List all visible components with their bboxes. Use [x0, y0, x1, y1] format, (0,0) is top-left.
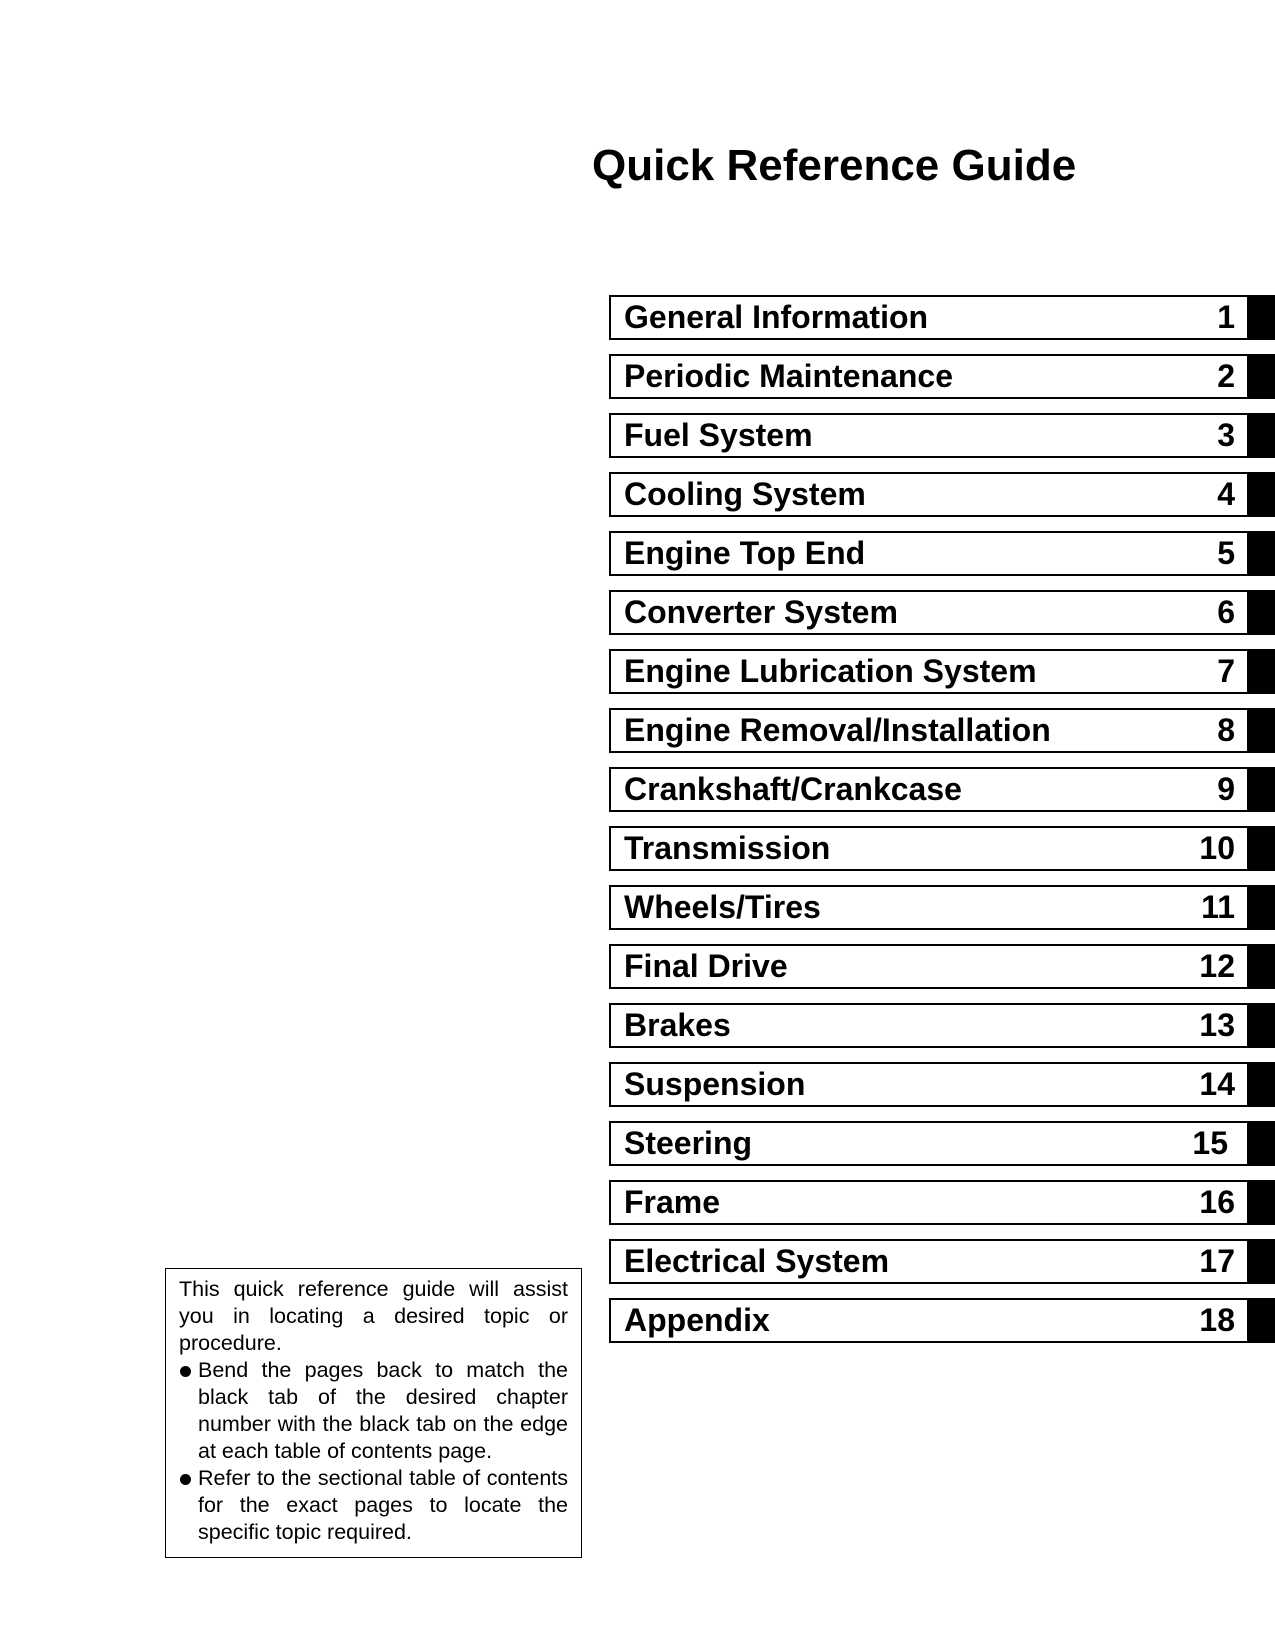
- chapter-tab-marker: [1249, 1298, 1275, 1343]
- chapter-entry[interactable]: [609, 885, 1275, 930]
- chapter-title: Engine Top End: [624, 535, 866, 571]
- chapter-entry[interactable]: [609, 944, 1275, 989]
- chapter-box: [609, 1180, 1249, 1225]
- chapter-tab-marker: [1249, 1062, 1275, 1107]
- usage-note-item: [179, 1465, 568, 1546]
- usage-note-text: Refer to the sectional table of contents for the exact pages to locate the specific topic required.: [198, 1466, 568, 1544]
- chapter-entry[interactable]: [609, 354, 1275, 399]
- chapter-number: 17: [1199, 1243, 1235, 1279]
- chapter-title: Engine Removal/Installation: [624, 712, 1051, 748]
- chapter-number: 3: [1217, 417, 1235, 453]
- chapter-tab-marker: [1249, 944, 1275, 989]
- usage-note-box: [165, 1268, 582, 1558]
- chapter-entry[interactable]: [609, 767, 1275, 812]
- usage-note-item: [179, 1357, 568, 1465]
- bullet-icon: [180, 1366, 191, 1377]
- chapter-tab-marker: [1249, 708, 1275, 753]
- chapter-title: General Information: [624, 299, 929, 335]
- bullet-icon: [180, 1474, 191, 1485]
- chapter-title: Steering: [624, 1125, 753, 1161]
- chapter-box: [609, 472, 1249, 517]
- chapter-entry[interactable]: [609, 1180, 1275, 1225]
- chapter-tab-marker: [1249, 1239, 1275, 1284]
- chapter-tab-marker: [1249, 1180, 1275, 1225]
- chapter-entry[interactable]: [609, 708, 1275, 753]
- chapter-title: Brakes: [624, 1007, 731, 1043]
- chapter-title: Transmission: [624, 830, 831, 866]
- chapter-number: 15: [1192, 1125, 1228, 1161]
- chapter-number: 12: [1199, 948, 1235, 984]
- chapter-tab-marker: [1249, 649, 1275, 694]
- chapter-box: [609, 708, 1249, 753]
- chapter-number: 1: [1217, 299, 1235, 335]
- chapter-number: 18: [1199, 1302, 1235, 1338]
- chapter-box: [609, 1003, 1249, 1048]
- chapter-title: Electrical System: [624, 1243, 890, 1279]
- chapter-box: [609, 944, 1249, 989]
- chapter-title: Final Drive: [624, 948, 788, 984]
- chapter-title: Engine Lubrication System: [624, 653, 1037, 689]
- chapter-tab-marker: [1249, 590, 1275, 635]
- chapter-box: [609, 531, 1249, 576]
- usage-note-text: Bend the pages back to match the black tab of the desired chapter number with the black tab on the edge at each table of contents page.: [198, 1358, 568, 1463]
- chapter-tab-marker: [1249, 413, 1275, 458]
- chapter-number: 5: [1217, 535, 1235, 571]
- chapter-number: 7: [1217, 653, 1235, 689]
- chapter-number: 16: [1199, 1184, 1235, 1220]
- chapter-entry[interactable]: [609, 1298, 1275, 1343]
- chapter-box: [609, 413, 1249, 458]
- chapter-box: [609, 649, 1249, 694]
- chapter-tab-marker: [1249, 472, 1275, 517]
- chapter-title: Fuel System: [624, 417, 813, 453]
- chapter-entry[interactable]: [609, 295, 1275, 340]
- chapter-title: Converter System: [624, 594, 898, 630]
- chapter-tab-marker: [1249, 885, 1275, 930]
- chapter-box: [609, 1121, 1249, 1166]
- chapter-number: 10: [1199, 830, 1235, 866]
- chapter-entry[interactable]: [609, 1062, 1275, 1107]
- chapter-tab-marker: [1249, 1003, 1275, 1048]
- chapter-tab-marker: [1249, 295, 1275, 340]
- chapter-box: [609, 1239, 1249, 1284]
- chapter-number: 9: [1217, 771, 1235, 807]
- chapter-box: [609, 826, 1249, 871]
- chapter-number: 6: [1217, 594, 1235, 630]
- chapter-box: [609, 295, 1249, 340]
- chapter-number: 13: [1199, 1007, 1235, 1043]
- chapter-title: Periodic Maintenance: [624, 358, 953, 394]
- chapter-entry[interactable]: [609, 590, 1275, 635]
- page-title: Quick Reference Guide: [592, 141, 1077, 190]
- chapter-box: [609, 1062, 1249, 1107]
- chapter-title: Frame: [624, 1184, 721, 1220]
- chapter-title: Suspension: [624, 1066, 806, 1102]
- chapter-entry[interactable]: [609, 826, 1275, 871]
- usage-note-intro: This quick reference guide will assist you in locating a desired topic or procedure.: [179, 1277, 568, 1355]
- chapter-tab-marker: [1249, 354, 1275, 399]
- chapter-box: [609, 1298, 1249, 1343]
- chapter-number: 11: [1201, 889, 1235, 925]
- chapter-title: Crankshaft/Crankcase: [624, 771, 962, 807]
- chapter-entry[interactable]: [609, 413, 1275, 458]
- chapter-tab-marker: [1249, 767, 1275, 812]
- chapter-box: [609, 354, 1249, 399]
- chapter-number: 2: [1217, 358, 1235, 394]
- usage-note-list: [179, 1357, 568, 1546]
- chapter-title: Appendix: [624, 1302, 770, 1338]
- chapter-tab-marker: [1249, 531, 1275, 576]
- chapter-tab-marker: [1249, 1121, 1275, 1166]
- chapter-title: Wheels/Tires: [624, 889, 821, 925]
- chapter-box: [609, 590, 1249, 635]
- chapter-number: 14: [1199, 1066, 1235, 1102]
- chapter-entry[interactable]: [609, 1121, 1275, 1166]
- chapter-number: 8: [1217, 712, 1235, 748]
- chapter-tab-marker: [1249, 826, 1275, 871]
- chapter-entry[interactable]: [609, 649, 1275, 694]
- chapter-entry[interactable]: [609, 531, 1275, 576]
- chapter-box: [609, 885, 1249, 930]
- chapter-entry[interactable]: [609, 472, 1275, 517]
- chapter-title: Cooling System: [624, 476, 866, 512]
- chapter-entry[interactable]: [609, 1239, 1275, 1284]
- chapter-box: [609, 767, 1249, 812]
- chapter-number: 4: [1217, 476, 1235, 512]
- chapter-entry[interactable]: [609, 1003, 1275, 1048]
